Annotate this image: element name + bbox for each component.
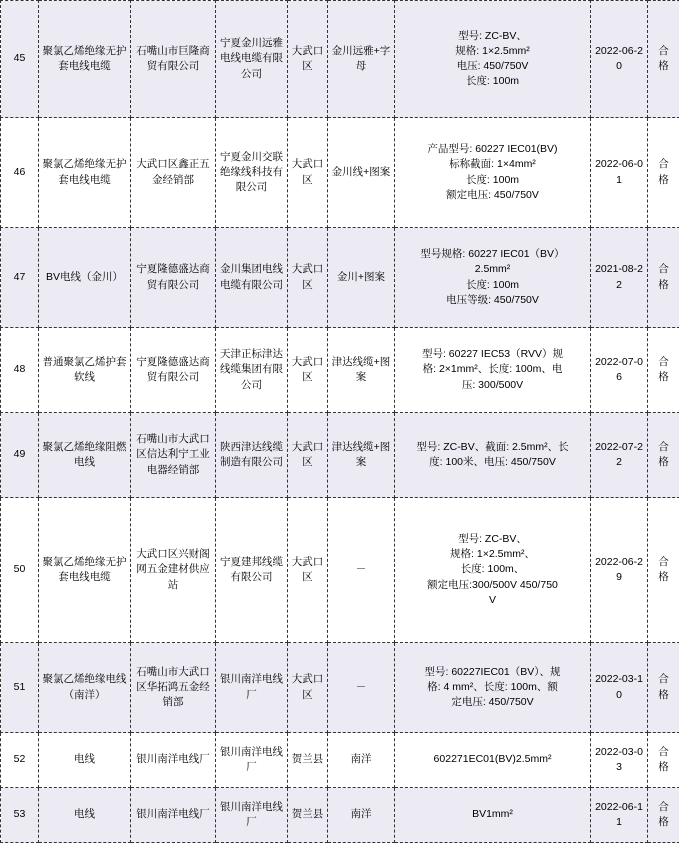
table-row (1, 228, 679, 328)
result-cell (648, 1, 679, 118)
row-index-cell: 45 (1, 1, 39, 118)
result-char: 合 (658, 440, 669, 453)
producer-cell: 宁夏金川远雅电线电缆有限公司 (216, 1, 288, 118)
sampling-date-cell: 2022-07-22 (591, 413, 648, 498)
row-index-cell: 50 (1, 498, 39, 643)
brand-cell: 南洋 (328, 788, 395, 843)
sampling-date-cell: 2022-06-11 (591, 788, 648, 843)
spec-model-cell (395, 413, 591, 498)
table-row (1, 733, 679, 788)
producer-cell: 天津正标津达线缆集团有限公司 (216, 328, 288, 413)
spec-line: 度: 100米、电压: 450/750V (429, 456, 556, 468)
result-cell (648, 733, 679, 788)
result-char: 合 (658, 555, 669, 568)
region-cell: 大武口区 (288, 328, 328, 413)
sampling-date-cell: 2022-03-10 (591, 643, 648, 733)
spec-line: 规格: 1×2.5mm²、 (450, 548, 535, 561)
spec-line: 电压: 450/750V (456, 60, 529, 72)
producer-cell: 银川南洋电线厂 (216, 643, 288, 733)
sampling-date-cell: 2021-08-22 (591, 228, 648, 328)
spec-line: 2.5mm² (474, 263, 511, 276)
result-char: 合 (658, 800, 669, 813)
result-cell (648, 788, 679, 843)
brand-cell: － (328, 643, 395, 733)
spec-line: 格: 2×1mm²、长度: 100m、电 (422, 363, 563, 376)
spec-line: 长度: 100m (465, 173, 520, 186)
sampling-date-cell: 2022-07-06 (591, 328, 648, 413)
result-char: 合 (658, 158, 669, 171)
sampling-date-cell: 2022-06-01 (591, 118, 648, 228)
spec-line: 定电压: 450/750V (451, 696, 534, 709)
spec-model-cell (395, 498, 591, 643)
producer-cell: 陕西津达线缆制造有限公司 (216, 413, 288, 498)
spec-line: 格: 4 mm²、长度: 100m、额 (427, 680, 558, 693)
spec-line: 长度: 100m (465, 278, 520, 291)
producer-cell: 宁夏金川交联绝缘线科技有限公司 (216, 118, 288, 228)
result-char: 格 (658, 456, 669, 468)
inspected-unit-cell: 石嘴山市大武口区信达利宁工业电器经销部 (131, 413, 216, 498)
spec-model-cell (395, 1, 591, 118)
result-char: 合 (658, 673, 669, 686)
spec-model-cell (395, 643, 591, 733)
result-cell (648, 328, 679, 413)
region-cell: 大武口区 (288, 1, 328, 118)
result-char: 合 (658, 355, 669, 368)
producer-cell: 银川南洋电线厂 (216, 788, 288, 843)
product-name-cell: 聚氯乙烯绝缘无护套电线电缆 (39, 498, 131, 643)
brand-cell: 金川+图案 (328, 228, 395, 328)
table-row (1, 118, 679, 228)
result-char: 合 (658, 745, 669, 758)
spec-line: V (488, 593, 496, 606)
result-cell (648, 118, 679, 228)
result-cell (648, 643, 679, 733)
inspected-unit-cell: 石嘴山市巨隆商贸有限公司 (131, 1, 216, 118)
region-cell: 大武口区 (288, 118, 328, 228)
table-row (1, 498, 679, 643)
table-row (1, 643, 679, 733)
product-name-cell: 聚氯乙烯绝缘无护套电线电缆 (39, 118, 131, 228)
inspected-unit-cell: 大武口区兴财阁网五金建材供应站 (131, 498, 216, 643)
product-name-cell: 聚氯乙烯绝缘无护套电线电缆 (39, 1, 131, 118)
inspected-unit-cell: 宁夏隆德盛达商贸有限公司 (131, 228, 216, 328)
spec-line: 额定电压:300/500V 450/750 (427, 578, 558, 591)
sampling-date-cell: 2022-06-29 (591, 498, 648, 643)
brand-cell: 金川远雅+字母 (328, 1, 395, 118)
inspected-unit-cell: 宁夏隆德盛达商贸有限公司 (131, 328, 216, 413)
row-index-cell: 53 (1, 788, 39, 843)
result-char: 格 (658, 571, 669, 583)
result-char: 格 (658, 371, 669, 383)
spec-line: 标称截面: 1×4mm² (449, 158, 536, 171)
result-cell (648, 228, 679, 328)
result-char: 格 (658, 278, 669, 291)
row-index-cell: 51 (1, 643, 39, 733)
table-body (1, 1, 679, 843)
spec-line: 型号: ZC-BV、截面: 2.5mm²、长 (416, 440, 569, 453)
brand-cell: 南洋 (328, 733, 395, 788)
result-char: 合 (658, 44, 669, 57)
spec-line: 型号: 60227 IEC53（RVV）规 (421, 348, 564, 361)
spec-model-cell (395, 788, 591, 843)
row-index-cell: 49 (1, 413, 39, 498)
region-cell: 大武口区 (288, 228, 328, 328)
product-name-cell: 聚氯乙烯绝缘电线（南洋） (39, 643, 131, 733)
spec-model-cell (395, 118, 591, 228)
table-row (1, 413, 679, 498)
row-index-cell: 46 (1, 118, 39, 228)
result-cell (648, 413, 679, 498)
result-char: 合 (658, 263, 669, 276)
row-index-cell: 48 (1, 328, 39, 413)
spec-model-cell (395, 733, 591, 788)
product-name-cell: BV电线（金川） (39, 228, 131, 328)
result-char: 格 (658, 816, 669, 828)
result-char: 格 (658, 173, 669, 186)
spec-line: 型号: 60227IEC01（BV）、规 (424, 665, 561, 678)
spec-line: 电压等级: 450/750V (446, 293, 539, 306)
brand-cell: 津达线缆+图案 (328, 328, 395, 413)
table-row (1, 788, 679, 843)
result-cell (648, 498, 679, 643)
spec-line: 产品型号: 60227 IEC01(BV) (427, 143, 558, 156)
region-cell: 贺兰县 (288, 733, 328, 788)
row-index-cell: 47 (1, 228, 39, 328)
product-name-cell: 普通聚氯乙烯护套软线 (39, 328, 131, 413)
spec-line: 型号: ZC-BV、 (458, 29, 527, 42)
spec-line: 规格: 1×2.5mm² (455, 44, 530, 57)
result-char: 格 (658, 761, 669, 773)
inspected-unit-cell: 大武口区鑫正五金经销部 (131, 118, 216, 228)
spec-line: 额定电压: 450/750V (446, 188, 539, 201)
row-index-cell: 52 (1, 733, 39, 788)
table-row (1, 328, 679, 413)
inspected-unit-cell: 银川南洋电线厂 (131, 788, 216, 843)
spec-model-cell (395, 328, 591, 413)
result-char: 格 (658, 688, 669, 701)
spec-line: BV1mm² (472, 808, 513, 821)
spec-model-cell (395, 228, 591, 328)
brand-cell: － (328, 498, 395, 643)
table-row (1, 1, 679, 118)
spec-line: 长度: 100m、 (460, 563, 525, 576)
product-name-cell: 电线 (39, 788, 131, 843)
region-cell: 大武口区 (288, 643, 328, 733)
producer-cell: 银川南洋电线厂 (216, 733, 288, 788)
sampling-date-cell: 2022-06-20 (591, 1, 648, 118)
spec-line: 型号: ZC-BV、 (458, 532, 527, 545)
region-cell: 大武口区 (288, 413, 328, 498)
region-cell: 贺兰县 (288, 788, 328, 843)
spec-line: 压: 300/500V (461, 378, 524, 391)
sampling-date-cell: 2022-03-03 (591, 733, 648, 788)
inspected-unit-cell: 石嘴山市大武口区华拓鸿五金经销部 (131, 643, 216, 733)
producer-cell: 金川集团电线电缆有限公司 (216, 228, 288, 328)
spec-line: 型号规格: 60227 IEC01（BV） (420, 248, 565, 261)
inspected-unit-cell: 银川南洋电线厂 (131, 733, 216, 788)
result-char: 格 (658, 60, 669, 72)
spec-line: 长度: 100m (465, 75, 520, 88)
spec-line: 602271EC01(BV)2.5mm² (433, 753, 552, 766)
product-name-cell: 电线 (39, 733, 131, 788)
producer-cell: 宁夏建邦线缆有限公司 (216, 498, 288, 643)
brand-cell: 津达线缆+图案 (328, 413, 395, 498)
brand-cell: 金川线+图案 (328, 118, 395, 228)
product-name-cell: 聚氯乙烯绝缘阻燃电线 (39, 413, 131, 498)
region-cell: 大武口区 (288, 498, 328, 643)
